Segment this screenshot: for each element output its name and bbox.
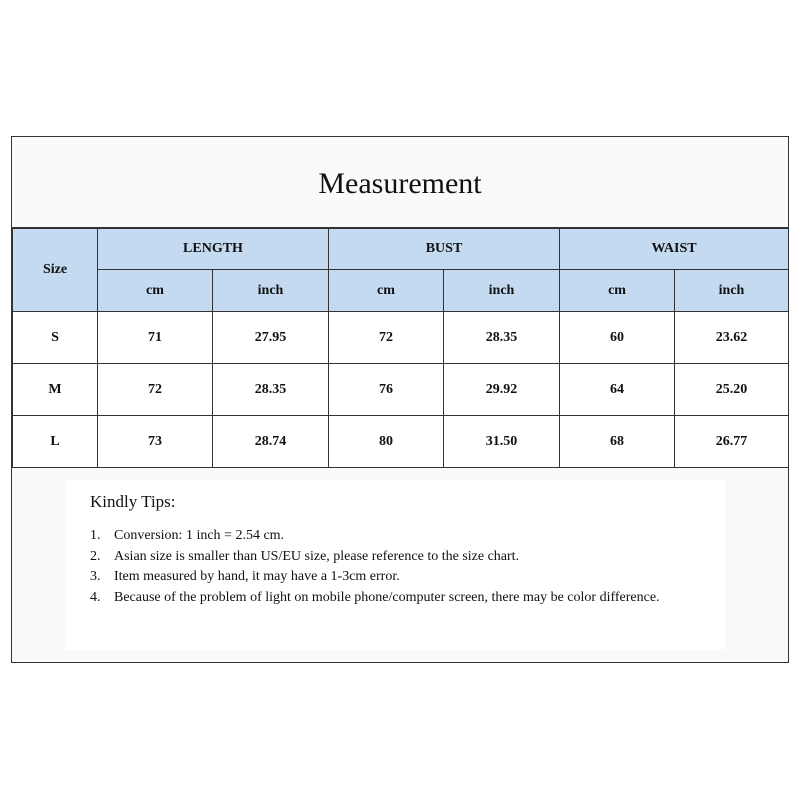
unit-header: cm <box>560 270 675 312</box>
table-unit-row <box>13 270 789 312</box>
list-item <box>90 567 690 588</box>
table-cell: 80 <box>329 416 444 468</box>
tip-number: 2. <box>90 548 101 564</box>
size-cell: S <box>13 312 98 364</box>
tip-text: Asian size is smaller than US/EU size, please reference to the size chart. <box>114 548 520 564</box>
size-cell: M <box>13 364 98 416</box>
table-cell: 26.77 <box>675 416 789 468</box>
waist-header: WAIST <box>560 229 789 270</box>
list-item <box>90 526 690 547</box>
table-cell: 27.95 <box>213 312 329 364</box>
table-cell: 28.74 <box>213 416 329 468</box>
page-title: Measurement <box>12 137 788 228</box>
table-header-row <box>13 229 789 270</box>
table-row <box>13 312 789 364</box>
tip-number: 3. <box>90 569 101 584</box>
unit-header: cm <box>329 270 444 312</box>
size-chart-frame <box>11 136 789 663</box>
unit-header: inch <box>213 270 329 312</box>
table-cell: 31.50 <box>444 416 560 468</box>
tip-text: Conversion: 1 inch = 2.54 cm. <box>114 528 285 543</box>
tips-box <box>65 480 725 650</box>
size-column-header: Size <box>13 229 98 312</box>
tip-number: 1. <box>90 528 101 543</box>
table-cell: 28.35 <box>213 364 329 416</box>
table-cell: 23.62 <box>675 312 789 364</box>
list-item <box>90 547 690 568</box>
tips-list <box>90 526 690 608</box>
tip-text: Because of the problem of light on mobile phone/computer screen, there may be color difference. <box>114 589 660 605</box>
table-cell: 71 <box>98 312 213 364</box>
tips-title: Kindly Tips: <box>90 492 176 511</box>
bust-header: BUST <box>329 229 560 270</box>
table-cell: 72 <box>329 312 444 364</box>
table-cell: 76 <box>329 364 444 416</box>
length-header: LENGTH <box>98 229 329 270</box>
list-item <box>90 588 690 609</box>
unit-header: inch <box>444 270 560 312</box>
table-cell: 60 <box>560 312 675 364</box>
table-row <box>13 416 789 468</box>
table-cell: 25.20 <box>675 364 789 416</box>
table-row <box>13 364 789 416</box>
table-cell: 29.92 <box>444 364 560 416</box>
tip-number: 4. <box>90 589 101 605</box>
size-cell: L <box>13 416 98 468</box>
table-cell: 68 <box>560 416 675 468</box>
tip-text: Item measured by hand, it may have a 1-3cm error. <box>114 569 400 584</box>
unit-header: cm <box>98 270 213 312</box>
size-table <box>12 228 789 468</box>
unit-header: inch <box>675 270 789 312</box>
table-cell: 28.35 <box>444 312 560 364</box>
table-cell: 72 <box>98 364 213 416</box>
table-cell: 64 <box>560 364 675 416</box>
table-cell: 73 <box>98 416 213 468</box>
